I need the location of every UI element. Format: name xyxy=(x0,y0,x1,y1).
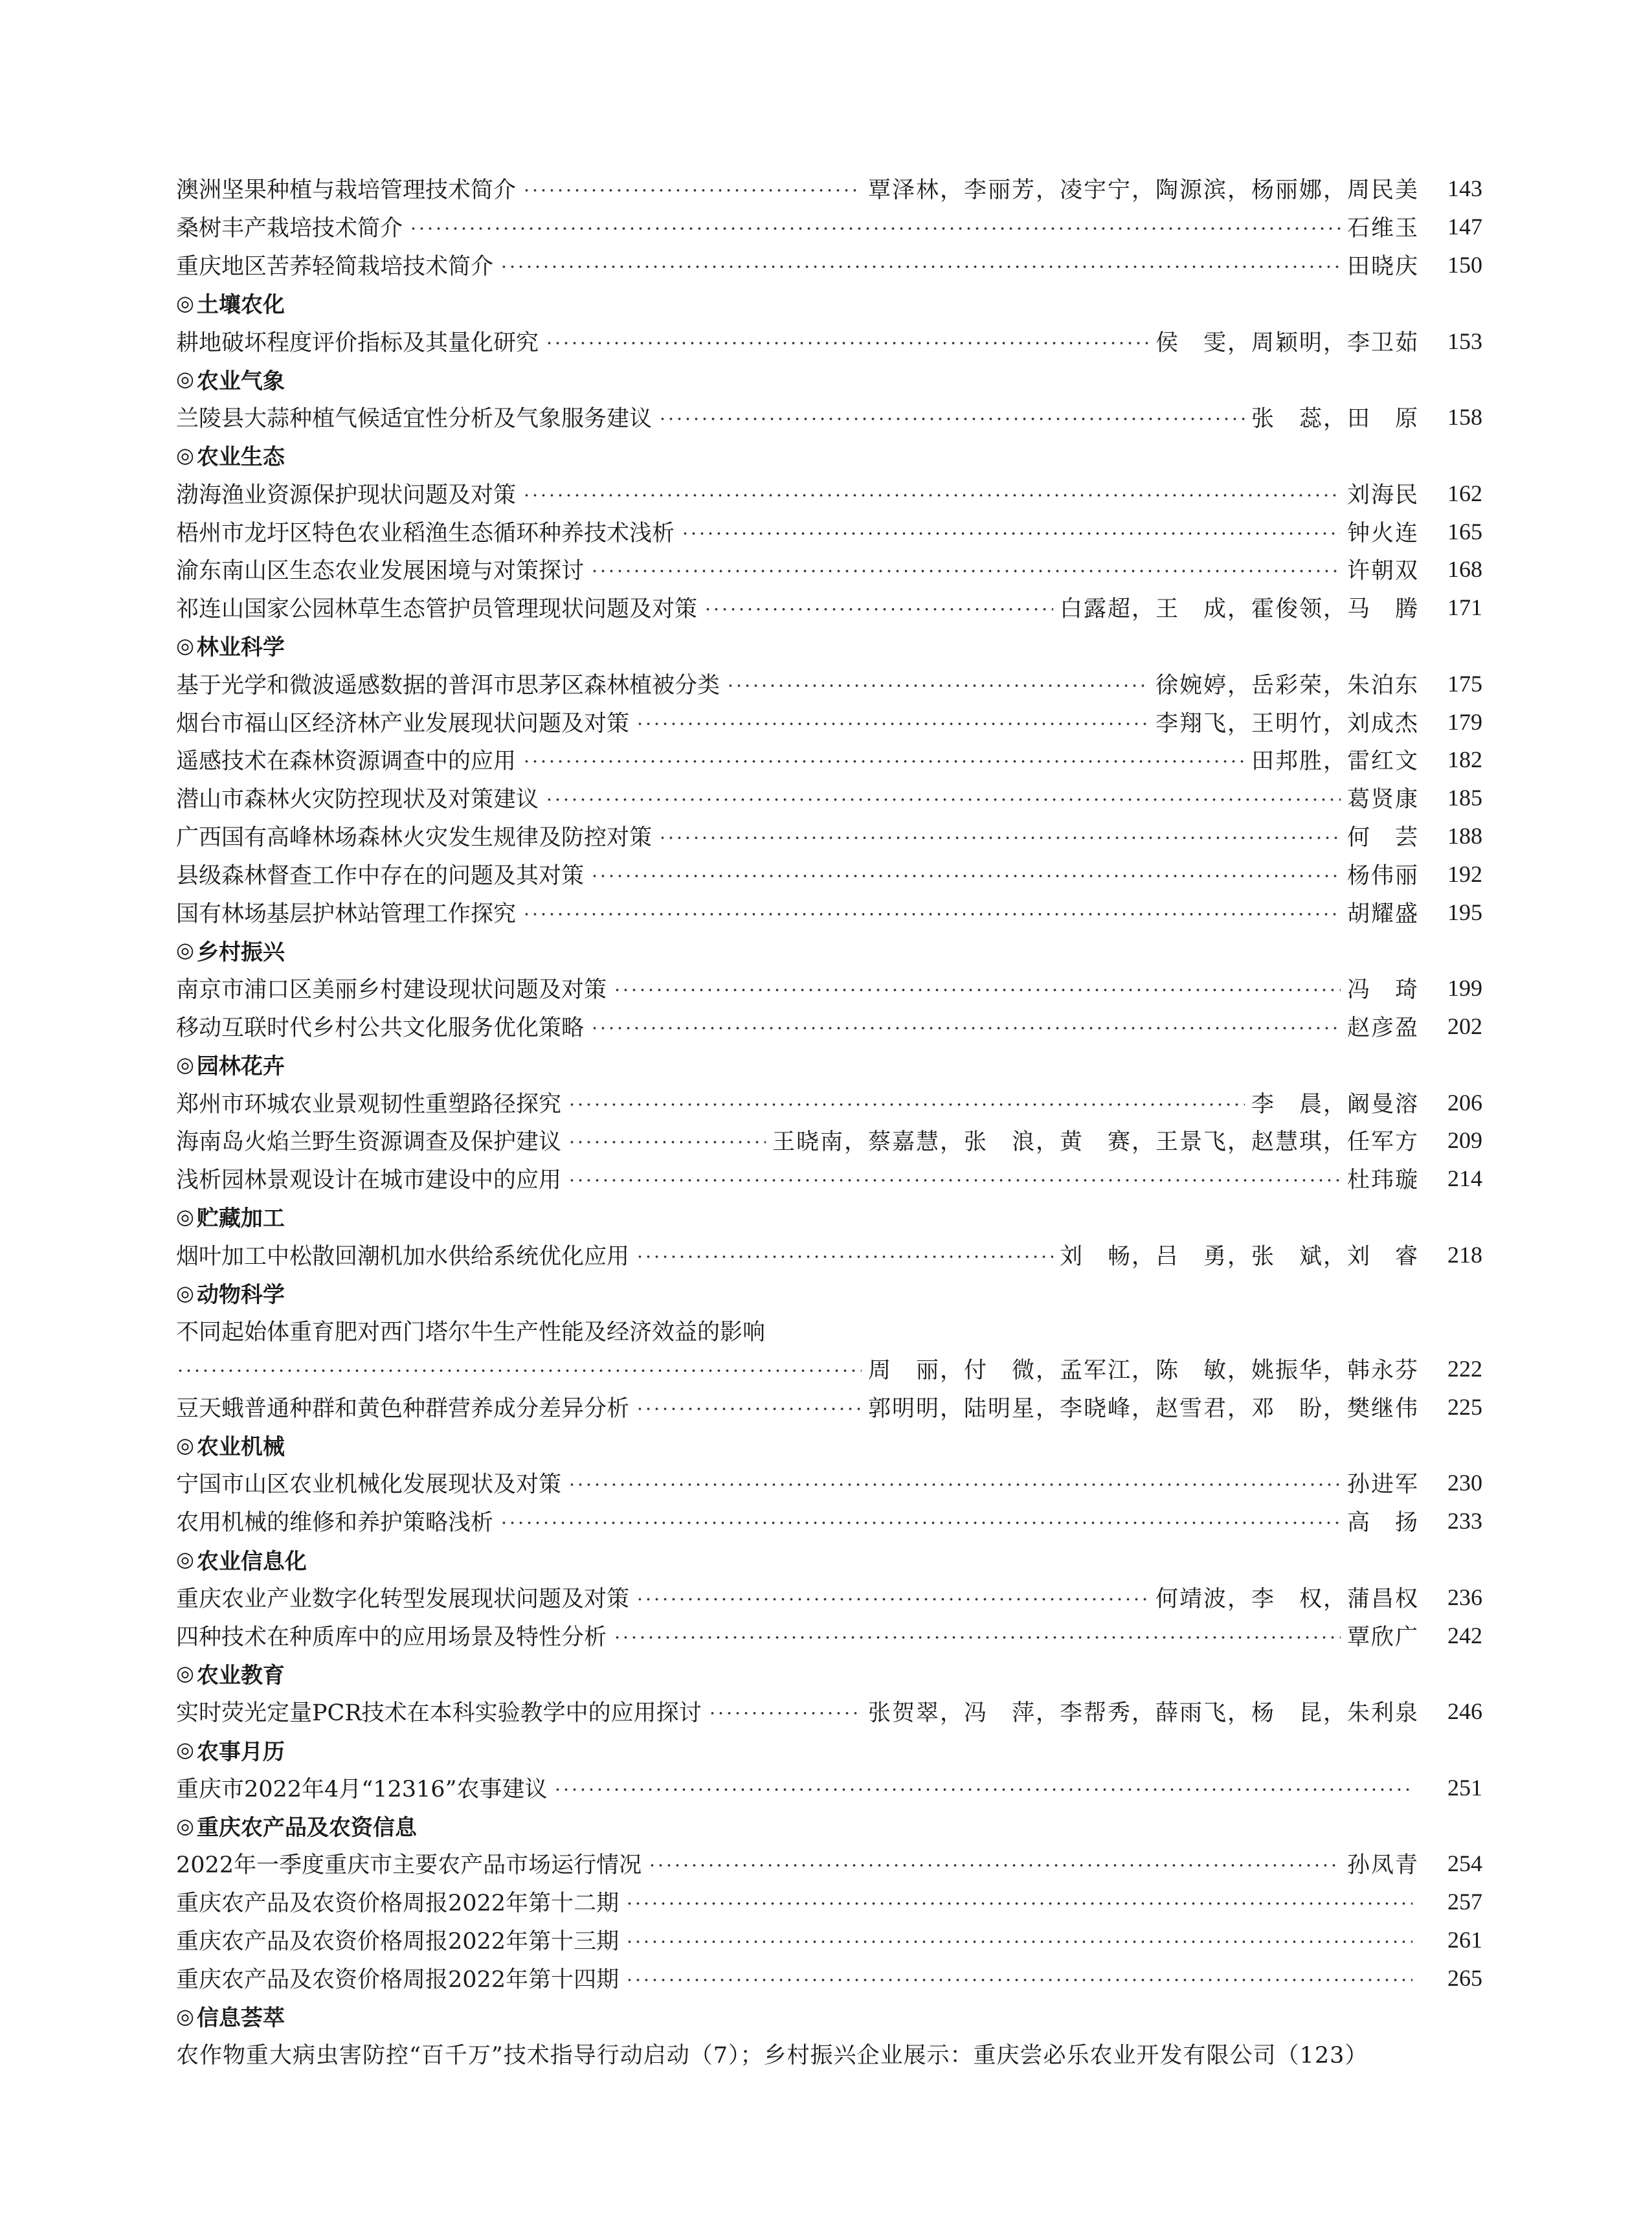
page-number: 143 xyxy=(1447,175,1482,202)
page-number: 242 xyxy=(1447,1622,1482,1648)
article-authors: 许朝双 xyxy=(1346,558,1419,585)
dot-leader xyxy=(636,722,1149,726)
toc-entry xyxy=(176,398,1482,436)
section-heading xyxy=(176,931,1482,969)
toc-entry xyxy=(176,1083,1482,1121)
page-number: 257 xyxy=(1447,1889,1482,1915)
toc-entry xyxy=(176,741,1482,779)
page-number: 168 xyxy=(1447,556,1482,583)
toc-entry xyxy=(176,322,1482,360)
section-marker: ◎ xyxy=(176,1813,194,1838)
section-marker: ◎ xyxy=(176,1432,194,1457)
toc-entry xyxy=(176,779,1482,817)
article-title: 宁国市山区农业机械化发展现状及对策 xyxy=(176,1472,562,1498)
dot-leader xyxy=(568,1140,766,1144)
toc-entry xyxy=(176,664,1482,703)
toc-entry xyxy=(176,1578,1482,1616)
section-heading xyxy=(176,1997,1482,2035)
section-title: 农业机械 xyxy=(196,1434,285,1461)
dot-leader xyxy=(522,493,1341,497)
article-title: 澳洲坚果种植与栽培管理技术简介 xyxy=(176,177,517,204)
toc-entry xyxy=(176,208,1482,246)
article-title: 祁连山国家公园林草生态管护员管理现状问题及对策 xyxy=(176,596,698,623)
article-title: 重庆农产品及农资价格周报2022年第十三期 xyxy=(176,1929,620,1955)
section-title: 农业信息化 xyxy=(196,1548,307,1575)
dot-leader xyxy=(726,684,1149,688)
article-title: 海南岛火焰兰野生资源调查及保护建议 xyxy=(176,1129,562,1156)
dot-leader xyxy=(522,759,1245,763)
dot-leader xyxy=(545,341,1149,345)
toc-entry xyxy=(176,1121,1482,1160)
page-number: 199 xyxy=(1447,975,1482,1002)
article-title: 重庆农产品及农资价格周报2022年第十四期 xyxy=(176,1966,620,1993)
toc-entry-continuation xyxy=(176,1350,1482,1388)
article-title: 重庆市2022年4月“12316”农事建议 xyxy=(176,1776,548,1803)
dot-leader xyxy=(176,1369,862,1373)
section-marker: ◎ xyxy=(176,1280,194,1305)
toc-entry xyxy=(176,1616,1482,1654)
section-marker: ◎ xyxy=(176,938,194,963)
dot-leader xyxy=(568,1178,1341,1182)
article-title: 遥感技术在森林资源调查中的应用 xyxy=(176,748,517,775)
article-title: 渝东南山区生态农业发展困境与对策探讨 xyxy=(176,558,585,585)
page-number: 222 xyxy=(1447,1356,1482,1382)
section-heading xyxy=(176,1654,1482,1692)
article-authors: 张贺翠，冯 萍，李帮秀，薛雨飞，杨 昆，朱利泉 xyxy=(867,1700,1419,1727)
page-number: 265 xyxy=(1447,1964,1482,1991)
article-authors: 刘 畅，吕 勇，张 斌，刘 睿 xyxy=(1059,1243,1419,1270)
dot-leader xyxy=(522,188,862,192)
page-number: 233 xyxy=(1447,1508,1482,1535)
page-number: 230 xyxy=(1447,1470,1482,1496)
article-authors: 石维玉 xyxy=(1346,216,1419,242)
article-title: 不同起始体重育肥对西门塔尔牛生产性能及经济效益的影响 xyxy=(176,1320,766,1346)
page-number: 153 xyxy=(1447,328,1482,354)
article-title: 烟台市福山区经济林产业发展现状问题及对策 xyxy=(176,710,630,737)
article-authors: 孙凤青 xyxy=(1346,1852,1419,1879)
section-marker: ◎ xyxy=(176,1661,194,1686)
page-number: 225 xyxy=(1447,1393,1482,1420)
toc-entry xyxy=(176,246,1482,284)
article-title: 豆天蛾普通种群和黄色种群营养成分差异分析 xyxy=(176,1395,630,1422)
toc-entry xyxy=(176,893,1482,931)
page-number: 251 xyxy=(1447,1774,1482,1801)
info-summary-line xyxy=(176,2035,1482,2073)
section-marker: ◎ xyxy=(176,366,194,392)
section-title: 农业教育 xyxy=(196,1662,285,1689)
dot-leader xyxy=(648,1863,1341,1867)
article-title: 兰陵县大蒜种植气候适宜性分析及气象服务建议 xyxy=(176,406,653,433)
section-marker: ◎ xyxy=(176,1737,194,1762)
dot-leader xyxy=(636,1597,1149,1601)
section-heading xyxy=(176,1274,1482,1312)
section-title: 动物科学 xyxy=(196,1282,285,1308)
article-authors: 刘海民 xyxy=(1346,482,1419,508)
section-marker: ◎ xyxy=(176,442,194,467)
article-title: 农用机械的维修和养护策略浅析 xyxy=(176,1510,494,1536)
toc-entry xyxy=(176,703,1482,741)
section-heading xyxy=(176,1045,1482,1083)
page-number: 175 xyxy=(1447,670,1482,697)
article-authors: 覃泽林，李丽芳，凌宇宁，陶源滨，杨丽娜，周民美 xyxy=(867,177,1419,204)
toc-entry xyxy=(176,550,1482,589)
article-authors: 张 蕊，田 原 xyxy=(1251,406,1419,433)
dot-leader xyxy=(708,1711,862,1715)
page-number: 185 xyxy=(1447,785,1482,811)
article-authors: 李翔飞，王明竹，刘成杰 xyxy=(1155,710,1419,737)
dot-leader xyxy=(590,569,1341,573)
section-title: 林业科学 xyxy=(196,635,285,661)
article-title: 南京市浦口区美丽乡村建设现状问题及对策 xyxy=(176,977,607,1004)
article-authors: 王晓南，蔡嘉慧，张 浪，黄 赛，王景飞，赵慧琪，任军方 xyxy=(772,1129,1419,1156)
toc-entry xyxy=(176,1464,1482,1502)
article-authors: 何靖波，李 权，蒲昌权 xyxy=(1155,1586,1419,1612)
article-authors: 田邦胜，雷红文 xyxy=(1251,748,1419,775)
toc-entry xyxy=(176,1388,1482,1426)
article-title: 渤海渔业资源保护现状问题及对策 xyxy=(176,482,517,508)
dot-leader xyxy=(500,265,1341,269)
article-title: 广西国有高峰林场森林火灾发生规律及防控对策 xyxy=(176,824,653,851)
section-marker: ◎ xyxy=(176,1051,194,1077)
article-authors: 覃欣广 xyxy=(1346,1624,1419,1650)
article-authors: 孙进军 xyxy=(1346,1472,1419,1498)
article-title: 重庆农业产业数字化转型发展现状问题及对策 xyxy=(176,1586,630,1612)
toc-entry xyxy=(176,1959,1482,1997)
page-number: 236 xyxy=(1447,1584,1482,1610)
section-heading xyxy=(176,627,1482,665)
section-title: 信息荟萃 xyxy=(196,2005,285,2032)
page-number: 209 xyxy=(1447,1127,1482,1154)
page-number: 261 xyxy=(1447,1927,1482,1953)
article-authors: 葛贤康 xyxy=(1346,787,1419,813)
page-number: 195 xyxy=(1447,899,1482,925)
section-title: 农业气象 xyxy=(196,368,285,394)
dot-leader xyxy=(500,1521,1341,1525)
section-heading xyxy=(176,436,1482,475)
section-title: 乡村振兴 xyxy=(196,939,285,965)
article-title: 基于光学和微波遥感数据的普洱市思茅区森林植被分类 xyxy=(176,672,720,699)
dot-leader xyxy=(625,1940,1412,1944)
dot-leader xyxy=(409,227,1341,230)
dot-leader xyxy=(613,1636,1341,1639)
article-authors: 郭明明，陆明星，李晓峰，赵雪君，邓 盼，樊继伟 xyxy=(867,1395,1419,1422)
page-number: 246 xyxy=(1447,1698,1482,1725)
article-authors: 冯 琦 xyxy=(1346,977,1419,1004)
section-heading xyxy=(176,1426,1482,1464)
dot-leader xyxy=(613,988,1341,992)
page-number: 188 xyxy=(1447,822,1482,849)
article-authors: 何 芸 xyxy=(1346,824,1419,851)
dot-leader xyxy=(590,874,1341,878)
article-title: 潜山市森林火灾防控现状及对策建议 xyxy=(176,787,539,813)
toc-entry xyxy=(176,1768,1482,1806)
section-title: 土壤农化 xyxy=(196,292,285,319)
page-number: 192 xyxy=(1447,860,1482,887)
page-number: 179 xyxy=(1447,708,1482,735)
page-number: 150 xyxy=(1447,251,1482,278)
article-authors: 赵彦盈 xyxy=(1346,1015,1419,1041)
article-authors: 李 晨，阚曼溶 xyxy=(1251,1091,1419,1118)
article-authors: 钟火连 xyxy=(1346,520,1419,546)
article-authors: 杜玮璇 xyxy=(1346,1167,1419,1194)
toc-entry xyxy=(176,474,1482,512)
dot-leader xyxy=(636,1407,862,1411)
section-title: 农事月历 xyxy=(196,1738,285,1765)
dot-leader xyxy=(568,1483,1341,1487)
page-number: 147 xyxy=(1447,214,1482,240)
article-authors: 高 扬 xyxy=(1346,1510,1419,1536)
dot-leader xyxy=(704,607,1053,611)
toc-entry xyxy=(176,1921,1482,1959)
dot-leader xyxy=(636,1255,1053,1259)
section-title: 园林花卉 xyxy=(196,1053,285,1080)
article-title: 烟叶加工中松散回潮机加水供给系统优化应用 xyxy=(176,1243,630,1270)
page-number: 158 xyxy=(1447,404,1482,431)
toc-entry xyxy=(176,1235,1482,1274)
table-of-contents xyxy=(176,170,1482,2073)
article-authors: 白露超，王 成，霍俊领，马 腾 xyxy=(1059,596,1419,623)
page-number: 162 xyxy=(1447,480,1482,506)
article-authors: 田晓庆 xyxy=(1346,253,1419,280)
section-marker: ◎ xyxy=(176,2003,194,2029)
article-title: 实时荧光定量PCR技术在本科实验教学中的应用探讨 xyxy=(176,1700,702,1727)
info-summary-text: 农作物重大病虫害防控“百千万”技术指导行动启动（7）；乡村振兴企业展示：重庆尝必乐农业开发有限公司（123） xyxy=(176,2043,1368,2069)
toc-entry xyxy=(176,1502,1482,1540)
toc-entry xyxy=(176,170,1482,208)
section-heading xyxy=(176,284,1482,322)
article-title: 重庆地区苦荞轻简栽培技术简介 xyxy=(176,253,494,280)
article-authors: 周 丽，付 微，孟军江，陈 敏，姚振华，韩永芬 xyxy=(867,1358,1419,1384)
toc-entry xyxy=(176,589,1482,627)
page-number: 182 xyxy=(1447,747,1482,773)
page-number: 202 xyxy=(1447,1013,1482,1039)
toc-entry xyxy=(176,1007,1482,1046)
article-authors: 杨伟丽 xyxy=(1346,862,1419,889)
section-heading xyxy=(176,1198,1482,1236)
dot-leader xyxy=(553,1788,1412,1792)
toc-entry xyxy=(176,1845,1482,1883)
section-marker: ◎ xyxy=(176,290,194,315)
section-marker: ◎ xyxy=(176,1204,194,1229)
section-marker: ◎ xyxy=(176,633,194,658)
page-number: 214 xyxy=(1447,1165,1482,1192)
article-title: 移动互联时代乡村公共文化服务优化策略 xyxy=(176,1015,585,1041)
section-title: 重庆农产品及农资信息 xyxy=(196,1815,417,1841)
toc-entry xyxy=(176,1312,1482,1350)
section-heading xyxy=(176,360,1482,398)
dot-leader xyxy=(545,798,1341,802)
dot-leader xyxy=(625,1978,1412,1982)
article-authors: 侯 雯，周颖明，李卫茹 xyxy=(1155,330,1419,356)
page-number: 254 xyxy=(1447,1850,1482,1877)
section-title: 贮藏加工 xyxy=(196,1206,285,1232)
section-title: 农业生态 xyxy=(196,444,285,471)
dot-leader xyxy=(681,532,1341,535)
dot-leader xyxy=(568,1103,1245,1107)
article-title: 国有林场基层护林站管理工作探究 xyxy=(176,901,517,927)
article-authors: 徐婉婷，岳彩荣，朱泊东 xyxy=(1155,672,1419,699)
article-title: 耕地破坏程度评价指标及其量化研究 xyxy=(176,330,539,356)
dot-leader xyxy=(590,1026,1341,1030)
section-heading xyxy=(176,1540,1482,1579)
section-heading xyxy=(176,1806,1482,1845)
toc-entry xyxy=(176,817,1482,855)
article-title: 2022年一季度重庆市主要农产品市场运行情况 xyxy=(176,1852,642,1879)
dot-leader xyxy=(625,1902,1412,1906)
section-heading xyxy=(176,1731,1482,1769)
page-number: 206 xyxy=(1447,1089,1482,1116)
article-title: 郑州市环城农业景观韧性重塑路径探究 xyxy=(176,1091,562,1118)
toc-entry xyxy=(176,1883,1482,1921)
page-number: 171 xyxy=(1447,594,1482,621)
article-title: 重庆农产品及农资价格周报2022年第十二期 xyxy=(176,1891,620,1917)
dot-leader xyxy=(658,836,1341,840)
toc-entry xyxy=(176,1692,1482,1731)
toc-entry xyxy=(176,969,1482,1007)
dot-leader xyxy=(522,912,1341,916)
toc-entry xyxy=(176,512,1482,550)
section-marker: ◎ xyxy=(176,1547,194,1572)
article-title: 浅析园林景观设计在城市建设中的应用 xyxy=(176,1167,562,1194)
dot-leader xyxy=(658,417,1245,421)
article-title: 县级森林督查工作中存在的问题及其对策 xyxy=(176,862,585,889)
article-authors: 胡耀盛 xyxy=(1346,901,1419,927)
article-title: 梧州市龙圩区特色农业稻渔生态循环种养技术浅析 xyxy=(176,520,675,546)
page-number: 165 xyxy=(1447,518,1482,545)
toc-entry xyxy=(176,855,1482,893)
toc-entry xyxy=(176,1160,1482,1198)
page-number: 218 xyxy=(1447,1241,1482,1268)
article-title: 四种技术在种质库中的应用场景及特性分析 xyxy=(176,1624,607,1650)
article-title: 桑树丰产栽培技术简介 xyxy=(176,216,403,242)
